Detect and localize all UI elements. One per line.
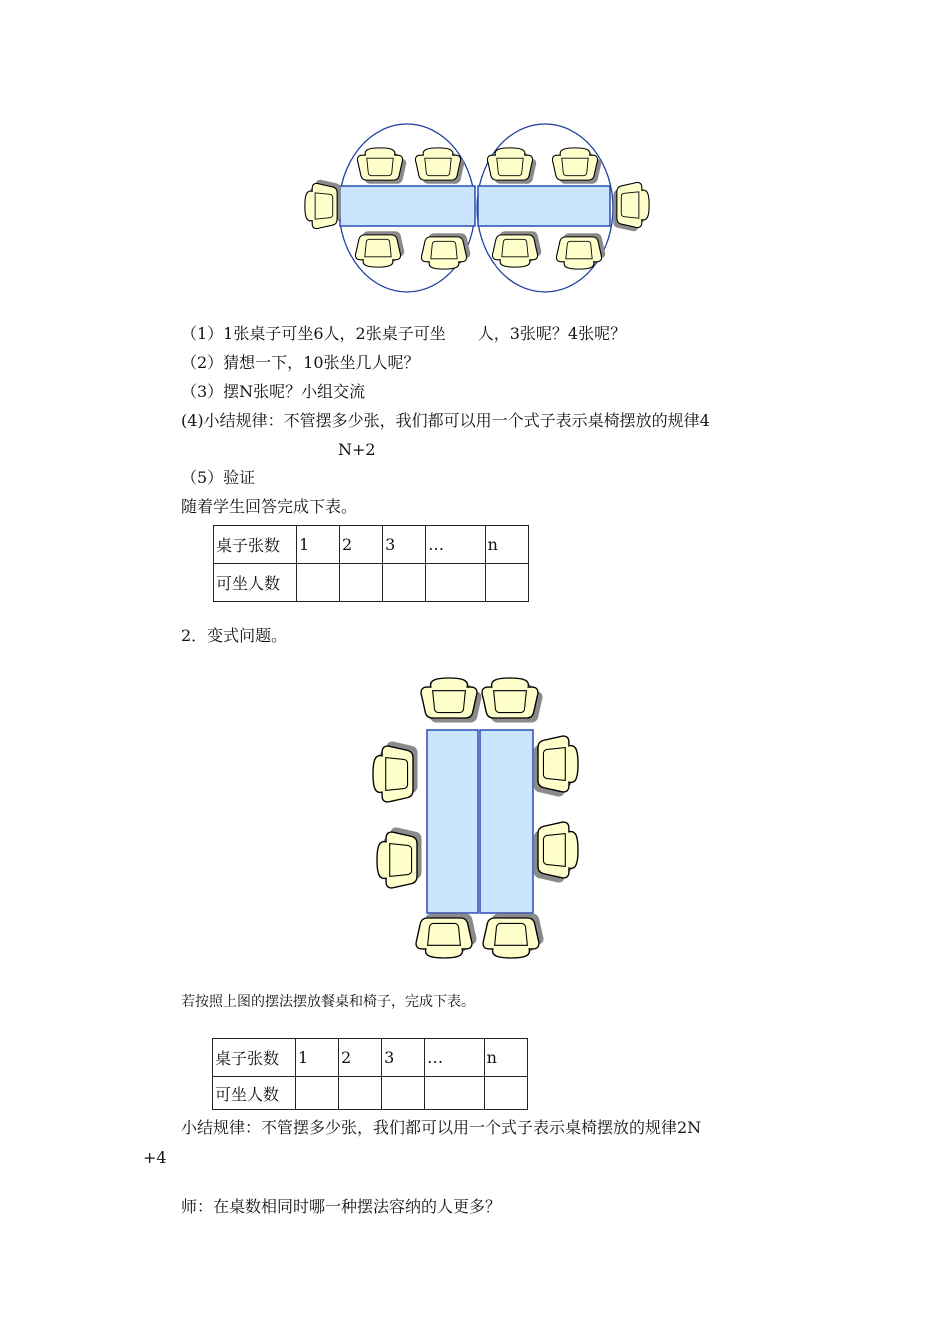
table-cell bbox=[296, 1077, 339, 1110]
diagram-2 bbox=[373, 678, 578, 958]
table-cell bbox=[485, 564, 528, 602]
chair-icon bbox=[421, 233, 470, 269]
table-cell: … bbox=[425, 1039, 485, 1077]
chair-icon bbox=[355, 231, 404, 267]
table-left bbox=[427, 730, 478, 913]
table-1 bbox=[213, 525, 529, 602]
table-cell bbox=[426, 564, 486, 602]
chair-icon bbox=[492, 231, 541, 267]
table-row bbox=[214, 526, 529, 564]
table-row bbox=[213, 1039, 528, 1077]
table-right bbox=[480, 730, 533, 913]
table-cell: n bbox=[485, 526, 528, 564]
table-cell: 1 bbox=[296, 1039, 339, 1077]
table-cell: n bbox=[484, 1039, 527, 1077]
table-cell: 1 bbox=[297, 526, 340, 564]
table-cell: 3 bbox=[382, 1039, 425, 1077]
chair-icon bbox=[416, 913, 476, 958]
question-1: （1）1张桌子可坐6人，2张桌子可坐 人，3张呢？4张呢？ bbox=[181, 324, 627, 343]
table-cell: 3 bbox=[383, 526, 426, 564]
chair-icon bbox=[415, 148, 464, 184]
chair-icon bbox=[533, 736, 578, 796]
question-2: （2）猜想一下，10张坐几人呢？ bbox=[181, 353, 420, 372]
chair-icon bbox=[305, 180, 341, 229]
chair-icon bbox=[552, 148, 601, 184]
table-cell: 桌子张数 bbox=[214, 526, 297, 564]
question-4-line1: (4)小结规律：不管摆多少张，我们都可以用一个式子表示桌椅摆放的规律4 bbox=[181, 411, 710, 430]
summary-line2: +4 bbox=[143, 1148, 167, 1167]
caption-2: 若按照上图的摆法摆放餐桌和椅子，完成下表。 bbox=[181, 994, 475, 1010]
table-cell bbox=[383, 564, 426, 602]
question-3: （3）摆N张呢？小组交流 bbox=[181, 382, 366, 401]
table-cell: 桌子张数 bbox=[213, 1039, 296, 1077]
table-cell: 2 bbox=[340, 526, 383, 564]
chair-icon bbox=[483, 913, 543, 958]
table-right bbox=[478, 186, 610, 226]
chair-icon bbox=[487, 148, 536, 184]
table-cell bbox=[339, 1077, 382, 1110]
table-cell: 2 bbox=[339, 1039, 382, 1077]
table-intro: 随着学生回答完成下表。 bbox=[181, 497, 358, 516]
chair-icon bbox=[357, 148, 406, 184]
table-cell bbox=[297, 564, 340, 602]
table-row bbox=[214, 564, 529, 602]
section-heading: 2．变式问题。 bbox=[181, 626, 288, 645]
table-cell bbox=[425, 1077, 485, 1110]
chair-icon bbox=[533, 822, 578, 882]
table-2 bbox=[212, 1038, 528, 1110]
chair-icon bbox=[373, 742, 418, 802]
table-cell bbox=[382, 1077, 425, 1110]
chair-icon bbox=[482, 678, 542, 723]
diagram-1 bbox=[305, 124, 649, 292]
table-cell bbox=[484, 1077, 527, 1110]
question-4-line2: N+2 bbox=[338, 440, 376, 459]
chair-icon bbox=[377, 828, 422, 888]
table-cell bbox=[340, 564, 383, 602]
question-5: （5）验证 bbox=[181, 468, 256, 487]
table-cell: 可坐人数 bbox=[213, 1077, 296, 1110]
table-left bbox=[340, 186, 475, 226]
table-row bbox=[213, 1077, 528, 1110]
table-cell: 可坐人数 bbox=[214, 564, 297, 602]
chair-icon bbox=[613, 182, 649, 231]
table-cell: … bbox=[426, 526, 486, 564]
chair-icon bbox=[421, 678, 481, 723]
teacher-question: 师：在桌数相同时哪一种摆法容纳的人更多？ bbox=[181, 1197, 502, 1216]
chair-icon bbox=[556, 233, 605, 269]
summary-line1: 小结规律：不管摆多少张，我们都可以用一个式子表示桌椅摆放的规律2N bbox=[181, 1118, 702, 1137]
